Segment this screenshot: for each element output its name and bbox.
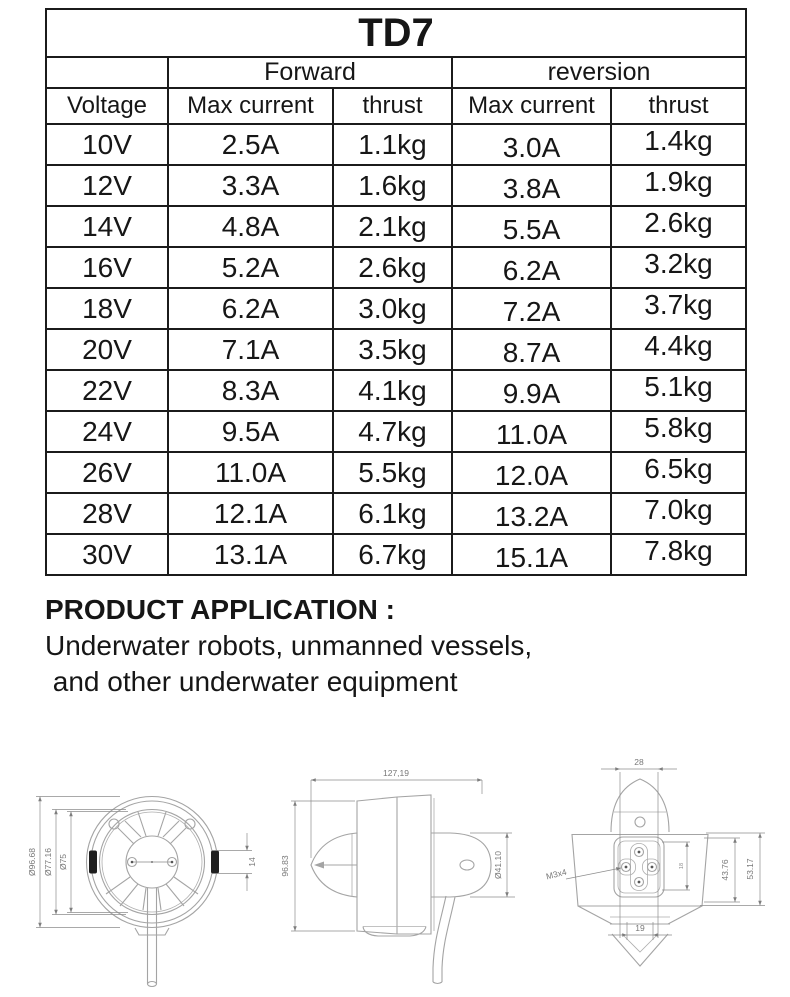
table-row: [46, 411, 746, 452]
dim-label-top-width: 28: [634, 757, 644, 767]
dim-label-hole-spacing: 18: [679, 862, 685, 870]
voltage-cell: 16V: [46, 247, 168, 288]
rear-view-drawing: [545, 757, 765, 966]
reverse-thrust-cell: 1.4kg: [611, 124, 746, 165]
table-title: TD7: [46, 9, 746, 57]
column-header-max-current-reverse: Max current: [452, 88, 611, 124]
reverse-thrust-cell: 5.1kg: [611, 370, 746, 411]
forward-current-cell: 9.5A: [168, 411, 333, 452]
forward-current-cell: 11.0A: [168, 452, 333, 493]
reverse-thrust-cell: 4.4kg: [611, 329, 746, 370]
forward-thrust-cell: 6.1kg: [333, 493, 452, 534]
thruster-front-outline: [87, 797, 218, 987]
dim-label-tab-height: 14: [247, 857, 257, 867]
voltage-cell: 10V: [46, 124, 168, 165]
reverse-current-cell: 13.2A: [452, 493, 611, 534]
forward-thrust-cell: 3.0kg: [333, 288, 452, 329]
spec-table: [45, 8, 747, 576]
side-view-drawing: [280, 768, 515, 984]
column-header-max-current-forward: Max current: [168, 88, 333, 124]
column-header-thrust-forward: thrust: [333, 88, 452, 124]
reverse-current-cell: 11.0A: [452, 411, 611, 452]
voltage-cell: 24V: [46, 411, 168, 452]
forward-thrust-cell: 1.1kg: [333, 124, 452, 165]
forward-current-cell: 8.3A: [168, 370, 333, 411]
title-row: [46, 9, 746, 57]
application-line-1: Underwater robots, unmanned vessels,: [45, 630, 533, 661]
reverse-thrust-cell: 2.6kg: [611, 206, 746, 247]
dim-label-pod-diameter: Ø41.10: [493, 851, 503, 879]
table-row: [46, 206, 746, 247]
reverse-thrust-cell: 3.2kg: [611, 247, 746, 288]
voltage-cell: 30V: [46, 534, 168, 575]
reverse-thrust-cell: 5.8kg: [611, 411, 746, 452]
table-row: [46, 370, 746, 411]
table-row: [46, 493, 746, 534]
forward-current-cell: 7.1A: [168, 329, 333, 370]
forward-thrust-cell: 3.5kg: [333, 329, 452, 370]
column-header-voltage: Voltage: [46, 88, 168, 124]
reverse-current-cell: 3.8A: [452, 165, 611, 206]
corner-cell: [46, 57, 168, 88]
group-header-reversion: reversion: [452, 57, 746, 88]
rear-view-dimensions: [566, 769, 765, 940]
dim-label-total-height: 53.17: [745, 858, 755, 880]
table-row: [46, 329, 746, 370]
table-row: [46, 534, 746, 575]
reverse-current-cell: 5.5A: [452, 206, 611, 247]
column-header-thrust-reverse: thrust: [611, 88, 746, 124]
dim-label-bottom-width: 19: [635, 923, 645, 933]
side-view-dimensions: [291, 780, 515, 931]
reverse-current-cell: 15.1A: [452, 534, 611, 575]
forward-thrust-cell: 5.5kg: [333, 452, 452, 493]
voltage-cell: 12V: [46, 165, 168, 206]
dim-label-screw-spec: M3x4: [544, 866, 568, 882]
voltage-cell: 26V: [46, 452, 168, 493]
table-row: [46, 165, 746, 206]
forward-thrust-cell: 1.6kg: [333, 165, 452, 206]
voltage-cell: 18V: [46, 288, 168, 329]
group-header-forward: Forward: [168, 57, 452, 88]
forward-current-cell: 2.5A: [168, 124, 333, 165]
thruster-rear-outline: [572, 779, 708, 966]
voltage-cell: 22V: [46, 370, 168, 411]
table-row: [46, 247, 746, 288]
product-application-section: [45, 592, 755, 700]
reverse-current-cell: 7.2A: [452, 288, 611, 329]
forward-thrust-cell: 4.7kg: [333, 411, 452, 452]
application-line-2: and other underwater equipment: [45, 666, 458, 697]
table-row: [46, 288, 746, 329]
reverse-thrust-cell: 7.8kg: [611, 534, 746, 575]
forward-current-cell: 6.2A: [168, 288, 333, 329]
reverse-thrust-cell: 1.9kg: [611, 165, 746, 206]
column-header-row: [46, 88, 746, 124]
product-application-heading: PRODUCT APPLICATION :: [45, 594, 395, 625]
reverse-current-cell: 6.2A: [452, 247, 611, 288]
forward-thrust-cell: 2.1kg: [333, 206, 452, 247]
reverse-current-cell: 9.9A: [452, 370, 611, 411]
reverse-current-cell: 3.0A: [452, 124, 611, 165]
voltage-cell: 20V: [46, 329, 168, 370]
forward-current-cell: 5.2A: [168, 247, 333, 288]
dim-label-outer-diameter: Ø96.68: [27, 848, 37, 876]
forward-thrust-cell: 6.7kg: [333, 534, 452, 575]
forward-current-cell: 13.1A: [168, 534, 333, 575]
forward-current-cell: 12.1A: [168, 493, 333, 534]
dim-label-inner-diameter: Ø75: [58, 853, 68, 871]
table-row: [46, 124, 746, 165]
left-duct-tab: [89, 851, 97, 874]
dim-label-height: 96.83: [280, 855, 290, 877]
table-row: [46, 452, 746, 493]
dim-label-length: 127,19: [383, 768, 409, 778]
reverse-current-cell: 8.7A: [452, 329, 611, 370]
forward-thrust-cell: 2.6kg: [333, 247, 452, 288]
forward-current-cell: 4.8A: [168, 206, 333, 247]
reverse-thrust-cell: 6.5kg: [611, 452, 746, 493]
dim-label-ring-diameter: Ø77.16: [43, 848, 53, 876]
right-duct-tab: [211, 851, 219, 874]
voltage-cell: 28V: [46, 493, 168, 534]
forward-current-cell: 3.3A: [168, 165, 333, 206]
thruster-side-outline: [311, 795, 491, 984]
technical-drawings: [0, 738, 790, 997]
group-header-row: [46, 57, 746, 88]
front-view-drawing: [27, 797, 257, 987]
reverse-thrust-cell: 7.0kg: [611, 493, 746, 534]
reverse-thrust-cell: 3.7kg: [611, 288, 746, 329]
voltage-cell: 14V: [46, 206, 168, 247]
forward-thrust-cell: 4.1kg: [333, 370, 452, 411]
dim-label-body-height: 43.76: [720, 859, 730, 881]
reverse-current-cell: 12.0A: [452, 452, 611, 493]
